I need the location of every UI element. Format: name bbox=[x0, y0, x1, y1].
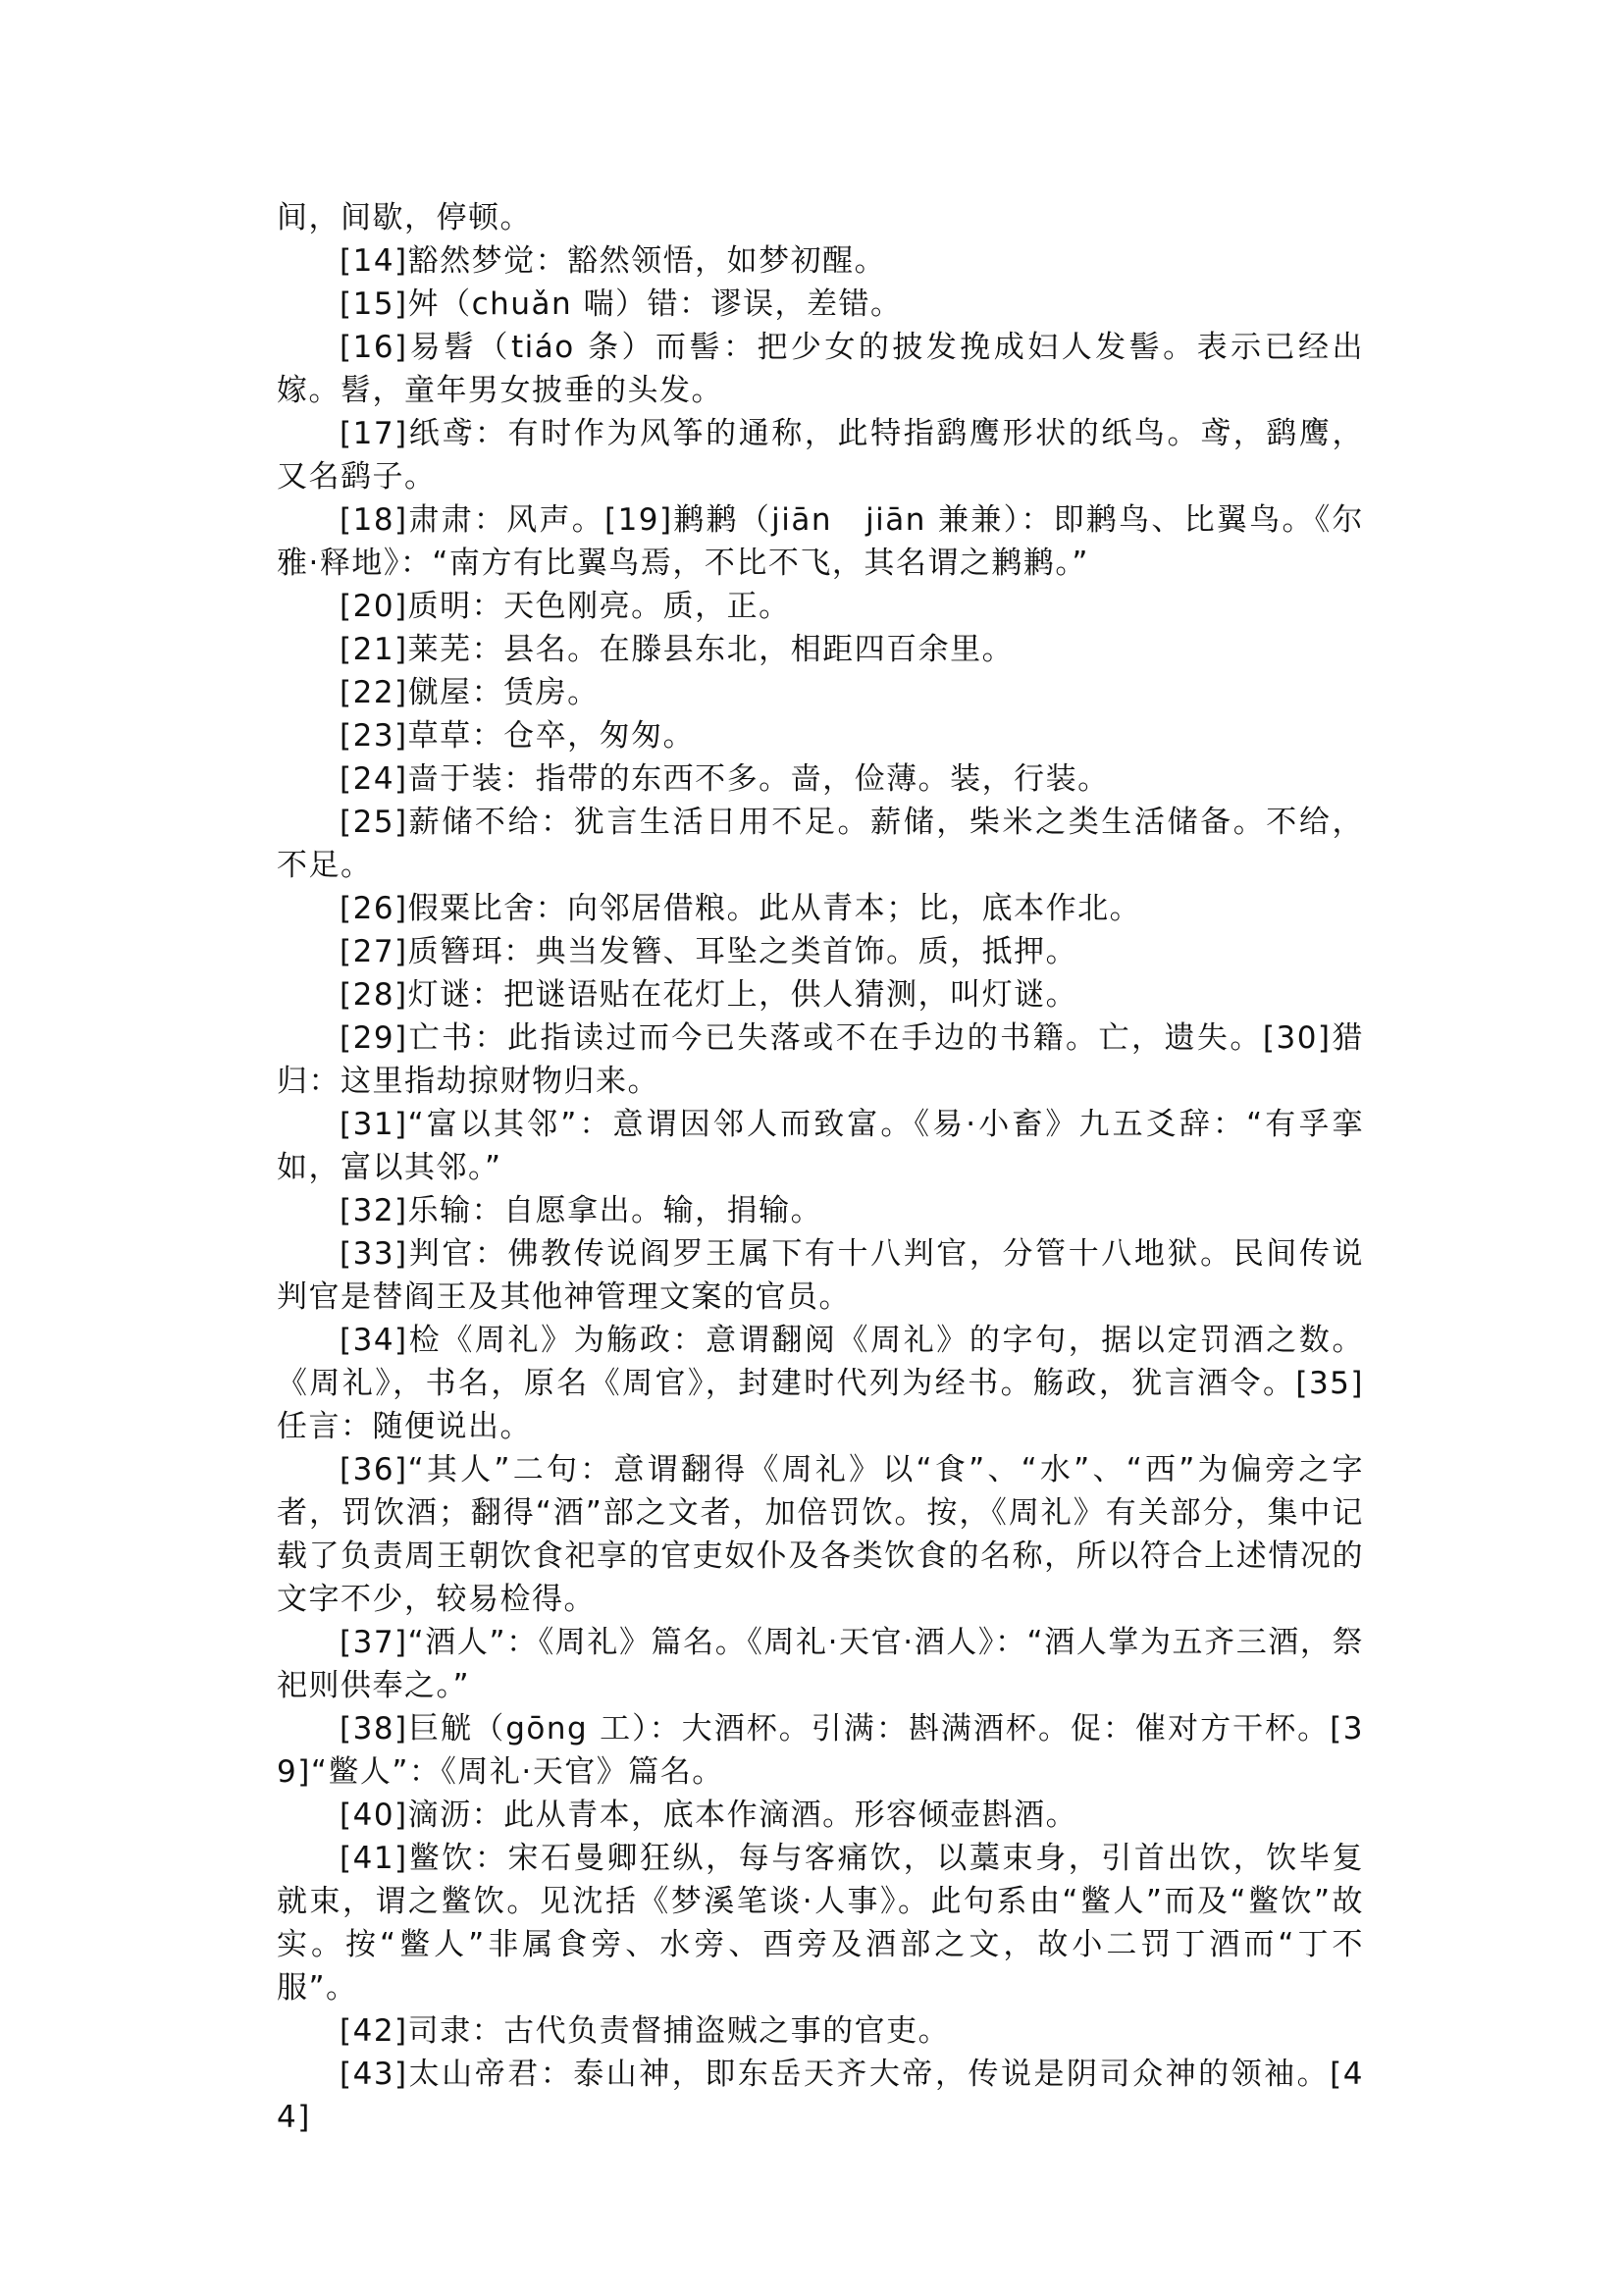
footnote-item: [31]“富以其邻”：意谓因邻人而致富。《易·小畜》九五爻辞：“有孚挛如，富以其邻。” bbox=[277, 1107, 1364, 1185]
annotation-list bbox=[277, 196, 1364, 2139]
footnote-item: [25]薪储不给：犹言生活日用不足。薪储，柴米之类生活储备。不给，不足。 bbox=[277, 805, 1364, 883]
footnote-item: [24]啬于装：指带的东西不多。啬，俭薄。装，行装。 bbox=[340, 761, 1110, 797]
footnote-item: [33]判官：佛教传说阎罗王属下有十八判官，分管十八地狱。民间传说判官是替阎王及其他神管理文案的官员。 bbox=[277, 1236, 1364, 1315]
footnote-item: [22]僦屋：赁房。 bbox=[340, 675, 600, 710]
footnote-item: [27]质簪珥：典当发簪、耳坠之类首饰。质，抵押。 bbox=[340, 934, 1078, 969]
footnote-item: [28]灯谜：把谜语贴在花灯上，供人猜测，叫灯谜。 bbox=[340, 977, 1078, 1013]
footnote-item: [37]“酒人”：《周礼》篇名。《周礼·天官·酒人》：“酒人掌为五齐三酒，祭祀则供奉之。” bbox=[277, 1625, 1364, 1703]
footnote-item: [29]亡书：此指读过而今已失落或不在手边的书籍。亡，遗失。[30]猎归：这里指劫掠财物归来。 bbox=[277, 1020, 1364, 1099]
footnote-item: [36]“其人”二句：意谓翻得《周礼》以“食”、“水”、“西”为偏旁之字者，罚饮酒；翻得“酒”部之文者，加倍罚饮。按，《周礼》有关部分，集中记载了负责周王朝饮食祀享的官吏奴仆及各类饮食的名称，所以符合上述情况的文字不少，较易检得。 bbox=[277, 1452, 1364, 1617]
footnote-item: [34]检《周礼》为觞政：意谓翻阅《周礼》的字句，据以定罚酒之数。《周礼》，书名，原名《周官》，封建时代列为经书。觞政，犹言酒令。[35]任言：随便说出。 bbox=[277, 1323, 1364, 1444]
footnote-item: [14]豁然梦觉：豁然领悟，如梦初醒。 bbox=[340, 243, 887, 279]
note-continuation: 间，间歇，停顿。 bbox=[277, 200, 532, 235]
footnote-item: [43]太山帝君：泰山神，即东岳天齐大帝，传说是阴司众神的领袖。[44] bbox=[277, 2057, 1364, 2135]
footnote-item: [15]舛（chuǎn 喘）错：谬误，差错。 bbox=[340, 287, 903, 322]
footnote-item: [17]纸鸢：有时作为风筝的通称，此特指鹞鹰形状的纸鸟。鸢，鹞鹰，又名鹞子。 bbox=[277, 416, 1364, 495]
footnote-item: [18]肃肃：风声。[19]鹣鹣（jiān jiān 兼兼）：即鹣鸟、比翼鸟。《尔雅·释地》：“南方有比翼鸟焉，不比不飞，其名谓之鹣鹣。” bbox=[277, 502, 1364, 581]
footnote-item: [38]巨觥（gōng 工）：大酒杯。引满：斟满酒杯。促：催对方干杯。[39]“鳖人”：《周礼·天官》篇名。 bbox=[277, 1711, 1364, 1790]
footnote-item: [16]易髫（tiáo 条）而髻：把少女的披发挽成妇人发髻。表示已经出嫁。髫，童年男女披垂的头发。 bbox=[277, 330, 1364, 408]
footnote-item: [42]司隶：古代负责督捕盗贼之事的官吏。 bbox=[340, 2013, 951, 2049]
footnote-item: [40]滴沥：此从青本，底本作滴酒。形容倾壶斟酒。 bbox=[340, 1798, 1078, 1833]
footnote-item: [23]草草：仓卒，匆匆。 bbox=[340, 718, 696, 754]
footnote-item: [32]乐输：自愿拿出。输，捐输。 bbox=[340, 1193, 823, 1228]
footnote-item: [26]假粟比舍：向邻居借粮。此从青本；比，底本作北。 bbox=[340, 891, 1142, 926]
footnote-item: [21]莱芜：县名。在滕县东北，相距四百余里。 bbox=[340, 632, 1015, 667]
footnote-item: [20]质明：天色刚亮。质，正。 bbox=[340, 589, 791, 624]
footnote-item: [41]鳖饮：宋石曼卿狂纵，每与客痛饮，以藁束身，引首出饮，饮毕复就束，谓之鳖饮。见沈括《梦溪笔谈·人事》。此句系由“鳖人”而及“鳖饮”故实。按“鳖人”非属食旁、水旁、酉旁及酒部之文，故小二罚丁酒而“丁不服”。 bbox=[277, 1841, 1364, 2006]
